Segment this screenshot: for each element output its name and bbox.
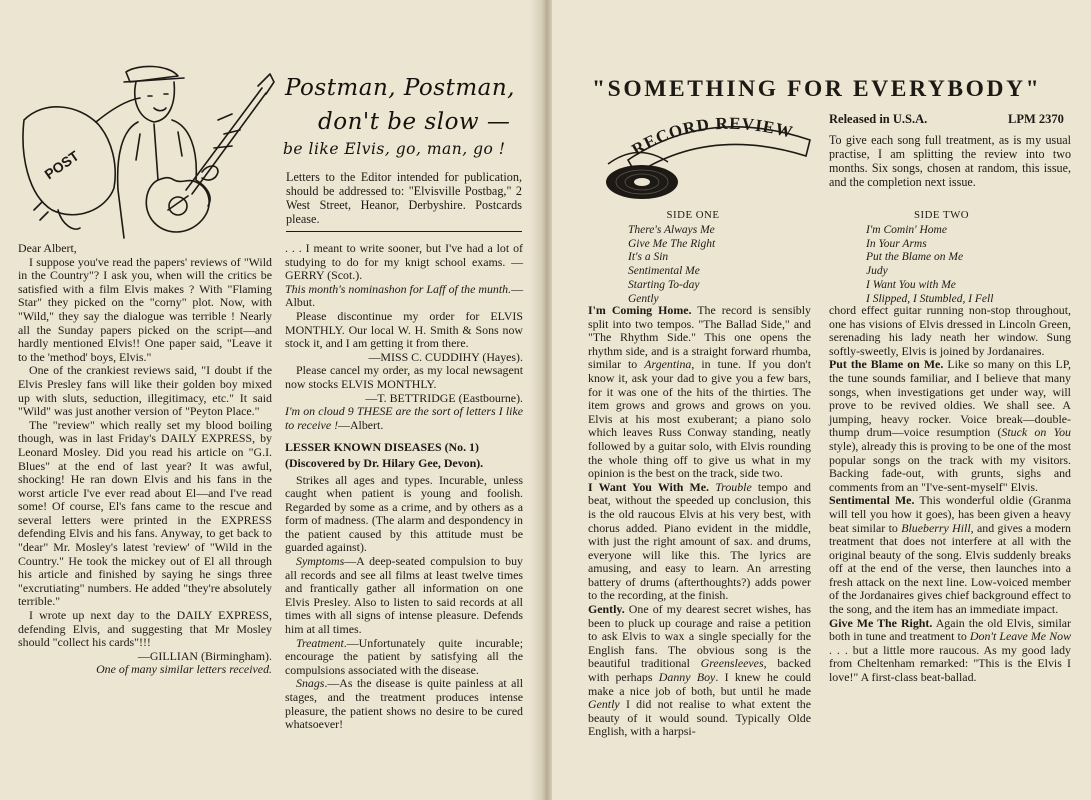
symptoms-text: —A deep-seated compulsion to buy all records and see all films at least twelve times and frantically gather all information on one Elvis Presley. Also to listen to said records at all times with all signs of intense pleasure. Defends him at all times. (285, 554, 523, 637)
track-item: I Want You with Me (866, 278, 956, 291)
track-item: Put the Blame on Me (866, 251, 964, 264)
diseases-paragraph: Strikes all ages and types. Incurable, unless caught when patient is young and foolish. Regarded by some as a crime, and by others as a form of madness. (The alarm and despondency in the patient caused by this attitude must be guarded against). (285, 472, 523, 555)
review-text: This wonderful oldie (Granma will tell you how it goes), has been given a heavy beat similar to (829, 493, 1072, 535)
side-two-label: SIDE TWO (914, 209, 970, 221)
review-text: tempo and beat, without the speeded up conclusion, this is the old raucous Elvis at his very best, with chorus added. Piano evident in the middle, with just the right amount of sax. and drums, everyone will like this. The lyrics are amusing, and easy to learn. An arresting battery of drums (afterthoughts?) adds power to the recording, at the finish. (588, 479, 811, 603)
review-text: style), already this is proving to be one of the most popular songs on the track with my visitors. Backing fade-out, with grunts, sighs and comments from an "I've-sent-myself" Elvis. (829, 438, 1071, 494)
postman-guitar-illustration (18, 60, 276, 240)
review-text: Like so many on this LP, the tune sounds familiar, and I believe that many songs, when investigations get under way, will prove to be revived oldies. We shall see. A jumping, heavy rocker. Voice break—double-thump drum—voice resumption ( (829, 357, 1071, 440)
song-title: Sentimental Me. (829, 493, 915, 508)
track-item: Starting To-day (628, 278, 700, 291)
review-text-italic: Blueberry Hill (901, 520, 971, 535)
letters-column-1 (18, 242, 272, 677)
svg-text:RECORD REVIEW (628, 114, 795, 160)
postbag-heading-line1: Postman, Postman, (285, 75, 515, 101)
badge-text: RECORD REVIEW (628, 113, 796, 160)
track-item: In Your Arms (866, 237, 927, 250)
review-text: I did not realise to what extent the beauty of it would sound. Typically Olde English, with a harpsi- (588, 697, 811, 739)
diseases-heading: LESSER KNOWN DISEASES (No. 1) (285, 440, 479, 455)
review-text: chord effect guitar running non-stop throughout, one has visions of Elvis dressed in Lincoln Green, serenading his lady neath her window. Sung softly-sweetly, Elvis is joined by Jordanaires. (829, 303, 1071, 358)
treatment-text: .—Unfortunately quite incurable; encourage the patient by satisfying all the compulsions associated with the disease. (285, 635, 523, 677)
track-item: Judy (866, 265, 888, 278)
symptoms-label: Symptoms (296, 554, 345, 569)
side-one-label: SIDE ONE (666, 209, 720, 221)
letter-salutation: Dear Albert, (18, 241, 77, 255)
release-info: Released in U.S.A. (829, 112, 928, 126)
record-review-badge (598, 112, 812, 204)
letter-paragraph: The "review" which really set my blood boiling though, was in last Friday's DAILY EXPRESS, by Leonard Mosley. Did you read his article on "G.I. Blues" at the end of last year? It was awful, shocking! He ran down Elvis and his fans in the worst article I've ever read about El—and I've read some! Of course, El's fans came to the rescue and several letters were printed in the EXPRESS defending Elvis and his fans. Anyway, to get back to "dear" Mr. Mosley's latest 'review' of "Wild in the Country." He took the mickey out of El all through his article and finished by saying he sings three "excrutiating" numbers. He added "they're absolutely terrible." (18, 417, 272, 609)
review-text-italic: Argentina (644, 357, 692, 372)
vinyl-record-icon (606, 152, 678, 199)
snags-text: .—As the disease is quite painless at all stages, and the treatment produces intense pleasure, the patient shows no desire to be cured whatsoever! (285, 676, 523, 732)
editor-reply-sig: —Albut. (285, 281, 523, 310)
album-title: "SOMETHING FOR EVERYBODY" (592, 76, 1042, 102)
review-text-italic: Greensleeves (700, 656, 764, 671)
review-text: . I knew he could make a nice job of both, but until he made (588, 670, 811, 698)
editor-reply: I'm on cloud 9 THESE are the sort of letters I like to receive ! (285, 404, 523, 432)
left-page (0, 0, 542, 800)
side-two-tracklist (866, 209, 1051, 307)
postbag-heading-line2: don't be slow — (318, 109, 511, 135)
short-letter-signature: —T. BETTRIDGE (Eastbourne). (365, 390, 523, 405)
diseases-subheading: (Discovered by Dr. Hilary Gee, Devon). (285, 455, 484, 470)
track-item: I'm Comin' Home (866, 223, 947, 236)
short-letter: Please cancel my order, as my local newsagent now stocks ELVIS MONTHLY. (285, 363, 523, 391)
editor-address-note: Letters to the Editor intended for publication, should be addressed to: "Elvisville Postbag," 2 West Street, Heanor, Derbyshire. Postcards please. (286, 170, 522, 226)
track-item: Gently (628, 292, 659, 305)
review-entry (588, 304, 811, 481)
short-letter-signature: —MISS C. CUDDIHY (Hayes). (368, 349, 523, 364)
track-item: It's a Sin (628, 251, 669, 264)
track-item: There's Always Me (628, 223, 715, 236)
review-entry (829, 358, 1071, 494)
review-intro: To give each song full treatment, as is my usual practise, I am splitting the review into two months. Six songs, chosen at random, this issue, and the completion next issue. (829, 133, 1071, 189)
letter-signature: —GILLIAN (Birmingham). (137, 648, 272, 663)
review-entry (588, 603, 811, 739)
snags-label: Snags (296, 676, 325, 691)
review-entry (588, 481, 811, 603)
review-text-italic: Danny Boy (658, 670, 716, 685)
song-title: I'm Coming Home. (588, 303, 692, 317)
review-text: Again the old Elvis, similar both in tune and treatment to (829, 615, 1071, 644)
letter-paragraph: One of the crankiest reviews said, "I doubt if the Elvis Presley fans will like their golden boy mixed up with sluts, seduction, illegitimacy, etc." It said "Wild" was just another version of "Peyton Place." (18, 363, 272, 419)
song-title: Give Me The Right. (829, 615, 933, 630)
bag-label: POST (41, 147, 82, 183)
postbag-heading-line3: be like Elvis, go, man, go ! (283, 140, 506, 158)
song-title: I Want You With Me. (588, 479, 710, 494)
review-text: . . . but a little more raucous. As my good lady from Cheltenham remarked: "This is the Elvis I love!" A first-class beat-ballad. (829, 642, 1071, 685)
review-column-1 (588, 304, 811, 739)
review-text: The record is sensibly split into two tempos. "The Ballad Side," and "The Rhythm Side." This one opens the rhythm side, and is a straight forward rhumba, similar to (588, 303, 812, 372)
review-text: One of my dearest secret wishes, has been to pluck up courage and raise a petition to ask Elvis to wax a single specially for the English fans. The obvious song is the beautiful traditional (588, 602, 811, 671)
editor-reply-sig: —Albert. (338, 417, 384, 432)
song-title: Gently. (588, 602, 625, 617)
review-text-italic: Gently (588, 697, 620, 712)
review-text-italic: Don't Leave Me Now (969, 629, 1071, 644)
editor-reply: This month's nominashon for Laff of the munth. (285, 281, 512, 296)
track-item: Give Me The Right (628, 237, 716, 250)
review-text: , and gives a modern treatment that does not interfere at all with the original beauty of the song. Elvis suddenly breaks off at the end of the verse, then launches into a fresh attack on the next line. Low-voiced member of the Jordanaires gives chief background effect to the song, and the item has an immediate impact. (829, 520, 1071, 617)
letter-paragraph: I wrote up next day to the DAILY EXPRESS, defending Elvis, and suggesting that Mr Mosley should "collect his cards"!!! (18, 608, 272, 650)
review-text-italic: Trouble (715, 479, 752, 494)
editor-footnote: One of many similar letters received. (96, 662, 272, 677)
catalog-number: LPM 2370 (1008, 112, 1064, 126)
letters-column-2 (285, 242, 523, 732)
track-item: Sentimental Me (628, 265, 700, 278)
review-text: , backed with perhaps (588, 656, 811, 685)
review-text-italic: Stuck on You (1001, 425, 1071, 440)
review-text: , in tune. If you don't know it, ask your dad to give you a few bars, for it was one of the hits of the thirties. The item grows and grows and grows on you. Elvis at his most exuberant; a piano solo which leaves Russ Conway standing, neatly followed by a guitar solo, with Elvis rounding the whole thing off to give us what in my opinion is the best on the track, side two. (588, 357, 811, 481)
song-title: Put the Blame on Me. (829, 357, 944, 372)
side-one-tracklist (628, 209, 758, 307)
treatment-label: Treatment (296, 635, 344, 650)
review-entry (829, 617, 1071, 685)
short-letter: . . . I meant to write sooner, but I've had a lot of studying to do for my knigt school exams. —GERRY (Scot.). (285, 241, 523, 283)
review-entry (829, 494, 1071, 616)
track-item: I Slipped, I Stumbled, I Fell (866, 292, 994, 305)
review-column-2 (829, 304, 1071, 685)
heading-rule (286, 231, 522, 232)
short-letter: Please discontinue my order for ELVIS MONTHLY. Our local W. H. Smith & Sons now stock it, and I am getting it from there. (285, 308, 523, 351)
letter-paragraph: I suppose you've read the papers' reviews of "Wild in the Country"? I ask you, when will the critics be satisfied with a film Elvis makes ? With "Flaming Star" they picked on the "corny" plot. Now, with "Wild," they say the dialogue was terrible ! Nearly all the Sunday papers picked on the script—and hardly mentioned Elvis!! One paper said, "Leave it to the 'method' boys, Elvis." (18, 254, 272, 364)
